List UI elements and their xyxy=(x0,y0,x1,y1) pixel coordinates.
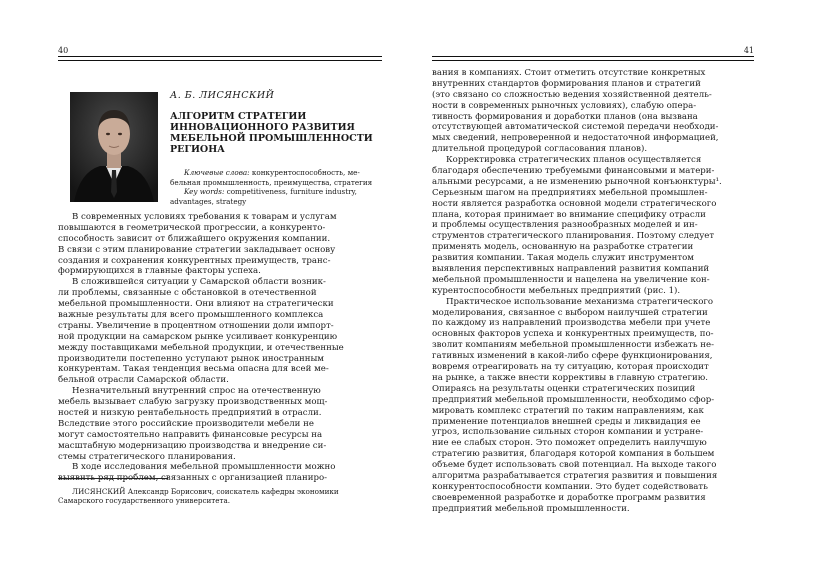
header-rule xyxy=(58,56,382,57)
header-rule xyxy=(432,56,754,57)
text-line: выявления перспективных направлений развития компаний xyxy=(432,264,710,275)
text-line: создания и сохранения конкурентных преимуществ, транс- xyxy=(58,255,331,266)
text-line: В ходе исследования мебельной промышленности можно xyxy=(72,462,336,473)
keywords-label: Ключевые слова: xyxy=(184,168,250,177)
right-page xyxy=(432,0,754,580)
text-line: основных факторов успеха и конкурентных преимуществ, по- xyxy=(432,329,714,340)
text-line: мебельной промышленности. Они влияют на стратегически xyxy=(58,299,334,310)
text-line: Серьезным шагом на предприятиях мебельной промышлен- xyxy=(432,187,708,198)
text-line: гативных изменений в какой-либо сфере функционирования, xyxy=(432,351,713,362)
title-line: АЛГОРИТМ СТРАТЕГИИ xyxy=(170,111,307,122)
keywords-line xyxy=(170,187,382,197)
text-line: плана, которая принимает во внимание специфику отрасли xyxy=(432,209,706,220)
keywords-line: бельная промышленность, преимущества, стратегия xyxy=(170,177,373,187)
text-line: между поставщиками мебельной продукции, и отечественные xyxy=(58,342,344,353)
title-line: РЕГИОНА xyxy=(170,144,225,155)
page-number-left: 40 xyxy=(58,46,69,55)
text-line: страны. Увеличение в процентном отношении доли импорт- xyxy=(58,320,334,331)
text-line: на рынке, а также внести коррективы в главную стратегию. xyxy=(432,372,708,383)
footnote-line: ЛИСЯНСКИЙ Александр Борисович, соискатель кафедры экономики xyxy=(72,487,339,496)
text-line: повышаются в геометрической прогрессии, а конкуренто- xyxy=(58,222,326,233)
text-line: формирующихся в главные факторы успеха. xyxy=(58,266,261,277)
text-line: вания в компаниях. Стоит отметить отсутствие конкретных xyxy=(432,68,706,78)
text-line: производители постепенно уступают рынок иностранным xyxy=(58,353,324,364)
author-photo xyxy=(70,92,158,202)
text-line: тивность формирования и доработки планов (она вызвана xyxy=(432,111,698,122)
text-line: ностей и низкую рентабельность предприятий в отрасли. xyxy=(58,408,322,419)
text-line: своевременной разработке и доработке программ развития xyxy=(432,492,706,503)
keywords-text: конкурентоспособность, ме- xyxy=(249,168,360,177)
text-line: В сложившейся ситуации у Самарской области возник- xyxy=(72,277,326,288)
text-line: отсутствующей автоматической системой передачи необходи- xyxy=(432,122,719,133)
text-line: могут самостоятельно направить финансовые ресурсы на xyxy=(58,429,323,440)
right-body-text xyxy=(432,68,754,515)
text-line: Вследствие этого российские производители мебели не xyxy=(58,418,314,429)
text-line: ности в современных рыночных условиях), слабую опера- xyxy=(432,100,697,111)
text-line: выявить ряд проблем, связанных с организацией планиро- xyxy=(58,473,328,484)
text-line: способность зависит от ближайшего окружения компании. xyxy=(58,233,331,244)
header-rule-thin xyxy=(58,60,382,61)
text-line: предприятий мебельной промышленности. xyxy=(432,503,630,514)
text-line: мировать комплекс стратегий по таким направлениям, как xyxy=(432,405,704,416)
text-line: ли проблемы, связанные с обстановкой в отечественной xyxy=(58,288,317,299)
text-line: внутренних стандартов формирования планов и стратегий xyxy=(432,78,701,89)
footnote xyxy=(58,487,382,505)
text-line: бельной отрасли Самарской области. xyxy=(58,375,229,386)
text-line: стратегию развития, благодаря которой компания в большем xyxy=(432,449,715,460)
text-line: предприятий мебельной промышленности, необходимо сфор- xyxy=(432,394,715,405)
left-page xyxy=(58,0,382,580)
text-line: альными ресурсами, а не изменению рыночной конъюнктуры¹. xyxy=(432,176,722,187)
text-line: Незначительный внутренний спрос на отечественную xyxy=(72,386,321,397)
text-line: применение потенциалов внешней среды и ликвидация ее xyxy=(432,416,701,427)
keywords-line xyxy=(170,168,382,178)
text-line: алгоритма разрабатывается стратегия развития и повышения xyxy=(432,470,718,481)
text-line: развития компании. Такая модель служит инструментом xyxy=(432,253,694,264)
text-line: Корректировка стратегических планов осуществляется xyxy=(446,155,702,166)
text-line: (это связано со сложностью ведения хозяйственной деятель- xyxy=(432,89,712,100)
left-body-text xyxy=(58,212,382,484)
text-line: вовремя отреагировать на ту ситуацию, которая происходит xyxy=(432,362,709,373)
text-line: мебельной промышленности и нацелена на увеличение кон- xyxy=(432,274,710,285)
text-line: важные результаты для всего промышленного комплекса xyxy=(58,310,324,321)
keywords-en-label: Key words: xyxy=(184,187,225,196)
text-line: ности является разработка основной модели стратегического xyxy=(432,198,717,209)
keywords-en-text: competitiveness, furniture industry, xyxy=(224,187,357,196)
text-line: конкурентам. Такая тенденция весьма опасна для всей ме- xyxy=(58,364,329,375)
text-line: мебель вызывает слабую загрузку производственных мощ- xyxy=(58,397,328,408)
text-line: и проблемы осуществления разнообразных моделей и ин- xyxy=(432,220,698,231)
page-number-right: 41 xyxy=(743,46,754,55)
text-line: ной продукции на самарском рынке усиливает конкуренцию xyxy=(58,331,338,342)
text-line: курентоспособности мебельных предприятий (рис. 1). xyxy=(432,285,681,296)
text-line: масштабную модернизацию производства и внедрение си- xyxy=(58,440,327,451)
header-rule-thin xyxy=(432,60,754,61)
article-title xyxy=(170,111,382,155)
text-line: по каждому из направлений производства мебели при учете xyxy=(432,318,711,329)
text-line: мых сведений, непроверенной и недостаточной информацией, xyxy=(432,133,719,144)
text-line: моделирования, связанное с выбором наилучшей стратегии xyxy=(432,307,708,318)
text-line: зволит компаниям мебельной промышленности избежать не- xyxy=(432,340,714,351)
author-name: А. Б. ЛИСЯНСКИЙ xyxy=(170,90,275,101)
text-line: ние ее слабых сторон. Это поможет определить наилучшую xyxy=(432,438,707,449)
footnote-rule xyxy=(58,478,168,479)
text-line: Опираясь на результаты оценки стратегических позиций xyxy=(432,383,696,394)
text-line: объеме будет использовать свой потенциал. На выходе такого xyxy=(432,460,717,471)
text-line: стемы стратегического планирования. xyxy=(58,451,236,462)
footnote-line: Самарского государственного университета. xyxy=(58,496,231,506)
text-line: В современных условиях требования к товарам и услугам xyxy=(72,212,337,222)
keywords-line: advantages, strategy xyxy=(170,196,247,206)
text-line: благодаря обеспечению требуемыми финансовыми и матери- xyxy=(432,166,715,177)
text-line: струментов стратегического планирования. Поэтому следует xyxy=(432,231,715,242)
title-line: МЕБЕЛЬНОЙ ПРОМЫШЛЕННОСТИ xyxy=(170,133,373,144)
keywords xyxy=(170,168,382,206)
text-line: длительной процедурой согласования планов). xyxy=(432,144,648,155)
text-line: угроз, использование сильных сторон компании и устране- xyxy=(432,427,704,438)
title-line: ИННОВАЦИОННОГО РАЗВИТИЯ xyxy=(170,122,355,133)
text-line: применять модель, основанную на разработке стратегии xyxy=(432,242,694,253)
text-line: В связи с этим планирование стратегии закладывает основу xyxy=(58,244,336,255)
text-line: Практическое использование механизма стратегического xyxy=(446,296,714,307)
text-line: конкурентоспособности компании. Это будет содействовать xyxy=(432,481,708,492)
